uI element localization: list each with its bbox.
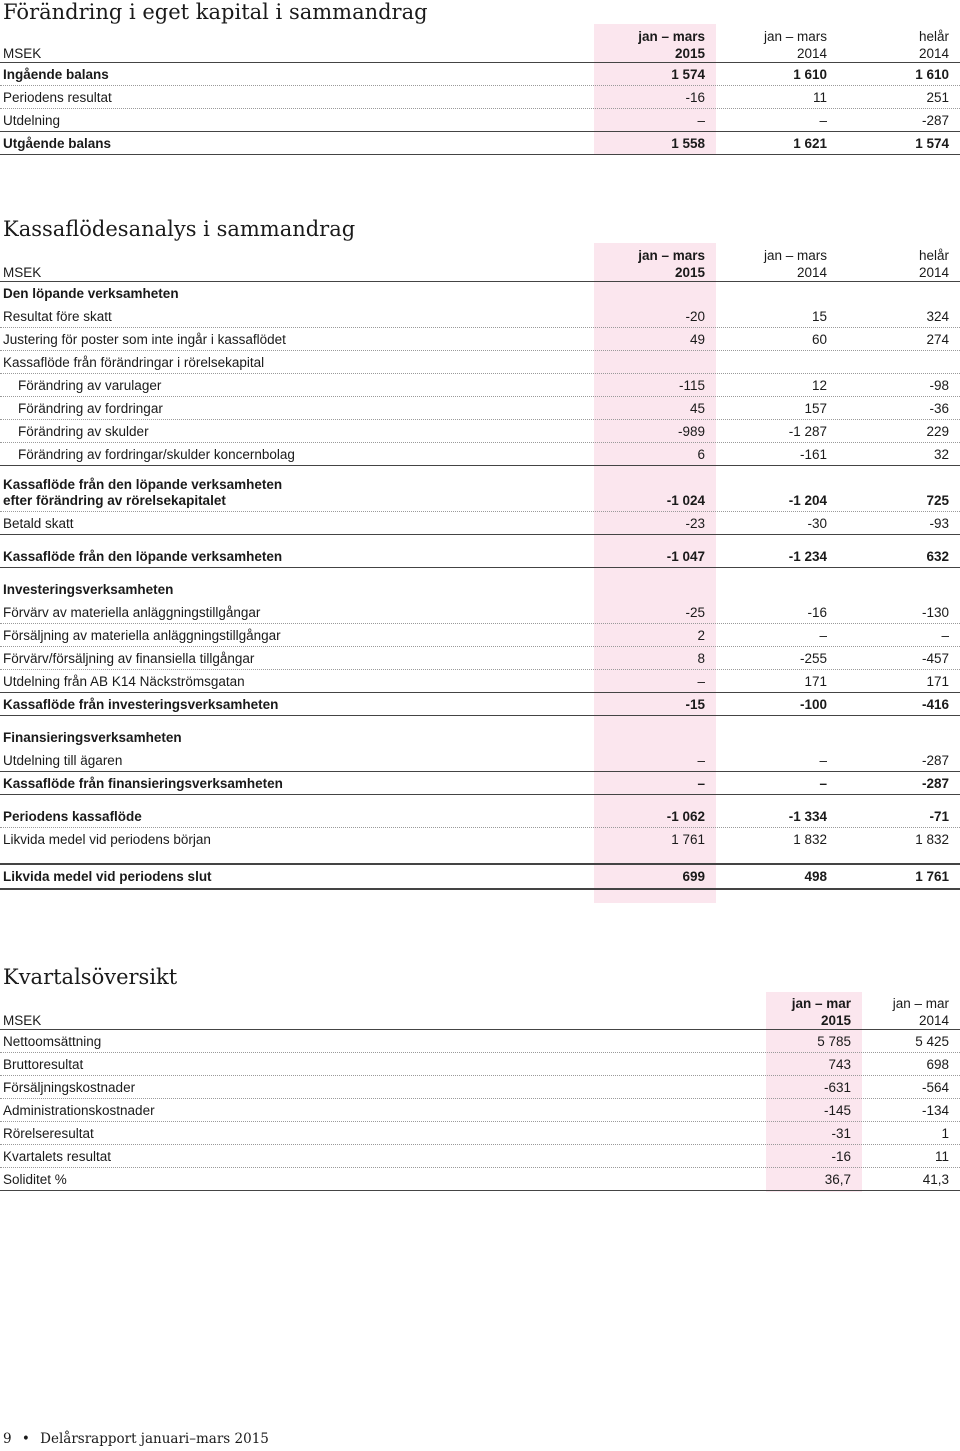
table-row: Administrationskostnader -145 -134 [0, 1099, 960, 1122]
table-row: Resultat före skatt -20 15 324 [0, 305, 960, 328]
table-row: Bruttoresultat 743 698 [0, 1053, 960, 1076]
table-header [0, 28, 960, 62]
section-heading: Investeringsverksamheten [3, 582, 174, 597]
table-row: Soliditet % 36,7 41,3 [0, 1168, 960, 1191]
table-row: Förvärv/försäljning av finansiella tillgångar 8 -255 -457 [0, 647, 960, 670]
section-heading: Kassaflöde från förändringar i rörelsekapital [0, 351, 960, 374]
table-row: Försäljning av materiella anläggningstillgångar 2 – – [0, 624, 960, 647]
cashflow-table [0, 247, 960, 890]
table-row: Utdelning från AB K14 Näckströmsgatan – 171 171 [0, 670, 960, 693]
section-heading: Finansieringsverksamheten [3, 730, 182, 745]
table-row: Utgående balans 1 558 1 621 1 574 [0, 132, 960, 155]
table-row: Förändring av fordringar/skulder koncernbolag 6 -161 32 [0, 443, 960, 466]
col-header-2: jan – mars 2014 [763, 29, 827, 61]
table-header [0, 995, 960, 1029]
col-header-3: helår 2014 [918, 248, 949, 280]
table-row: Utdelning till ägaren – – -287 [0, 749, 960, 772]
quarterly-table [0, 995, 960, 1191]
col-header-1: jan – mar 2015 [791, 996, 851, 1028]
section-title-cashflow: Kassaflödesanalys i sammandrag [3, 217, 356, 241]
page-number: 9 [3, 1431, 12, 1447]
table-row: Periodens kassaflöde -1 062 -1 334 -71 [0, 805, 960, 828]
table-row: Betald skatt -23 -30 -93 [0, 512, 960, 535]
unit-label: MSEK [3, 46, 42, 61]
table-row: Förändring av fordringar 45 157 -36 [0, 397, 960, 420]
footer-text: Delårsrapport januari–mars 2015 [40, 1431, 269, 1447]
table-row: Likvida medel vid periodens början 1 761 1 832 1 832 [3, 832, 949, 847]
table-row: Kassaflöde från den löpande verksamheten efter förändring av rörelsekapitalet -1 024 -1 204 725 [0, 474, 960, 512]
table-row: Ingående balans 1 574 1 610 1 610 [0, 63, 960, 86]
table-row: Kvartalets resultat -16 11 [0, 1145, 960, 1168]
table-row: Rörelseresultat -31 1 [0, 1122, 960, 1145]
col-header-2: jan – mars 2014 [763, 248, 827, 280]
page-footer [3, 1431, 269, 1447]
col-header-3: helår 2014 [918, 29, 949, 61]
col-header-2: jan – mar 2014 [892, 996, 949, 1028]
table-row: Förändring av skulder -989 -1 287 229 [0, 420, 960, 443]
table-header [0, 247, 960, 281]
table-row: Försäljningskostnader -631 -564 [0, 1076, 960, 1099]
bullet-icon: • [21, 1431, 30, 1447]
table-row: Utdelning – – -287 [0, 109, 960, 132]
unit-label: MSEK [3, 1013, 42, 1028]
section-title-equity: Förändring i eget kapital i sammandrag [3, 0, 428, 24]
table-row: Kassaflöde från finansieringsverksamheten – – -287 [0, 772, 960, 795]
table-row: Likvida medel vid periodens slut 699 498 1 761 [3, 869, 949, 884]
table-row: Kassaflöde från investeringsverksamheten -15 -100 -416 [0, 693, 960, 716]
table-row: Förändring av varulager -115 12 -98 [0, 374, 960, 397]
table-row: Nettoomsättning 5 785 5 425 [0, 1030, 960, 1053]
table-row: Kassaflöde från den löpande verksamheten -1 047 -1 234 632 [0, 545, 960, 568]
unit-label: MSEK [3, 265, 42, 280]
section-heading: Den löpande verksamheten [3, 286, 179, 301]
equity-table [0, 28, 960, 155]
table-row: Periodens resultat -16 11 251 [0, 86, 960, 109]
col-header-1: jan – mars 2015 [638, 29, 705, 61]
col-header-1: jan – mars 2015 [638, 248, 705, 280]
table-row: Förvärv av materiella anläggningstillgångar -25 -16 -130 [0, 601, 960, 624]
table-row: Justering för poster som inte ingår i kassaflödet 49 60 274 [0, 328, 960, 351]
section-title-quarterly: Kvartalsöversikt [3, 965, 178, 989]
